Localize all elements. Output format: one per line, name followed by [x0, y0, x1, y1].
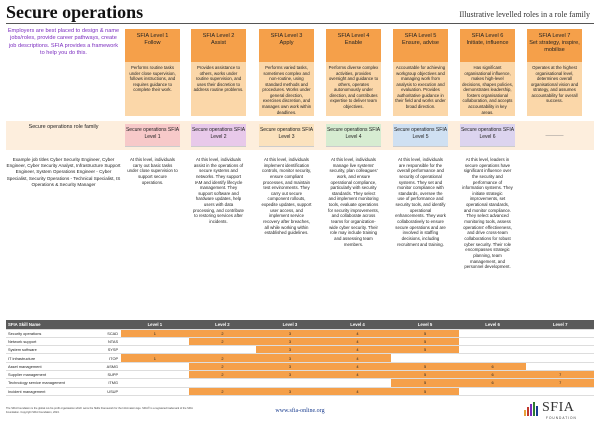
level-column-header: Level 2	[189, 320, 257, 329]
level-name: Enable	[344, 39, 363, 46]
skill-name: Network support	[6, 337, 88, 345]
level-description-3: Performs varied tasks, sometimes complex and non-routine, using standard methods and procedures. Works under general direction, exercises discretion, and manages own work within deadlines.	[259, 62, 314, 116]
skill-level-cell: 4	[324, 370, 392, 378]
skill-level-cell	[526, 346, 594, 354]
skill-level-cell: 5	[391, 346, 459, 354]
skill-level-cell: 1	[121, 329, 189, 337]
logo-word: SFIA	[542, 400, 575, 415]
skill-level-cell: 5	[391, 387, 459, 395]
skill-name: Asset management	[6, 362, 88, 370]
skill-level-cell: 2	[189, 337, 257, 345]
level-column-header: Level 4	[324, 320, 392, 329]
skill-level-cell: 3	[256, 337, 324, 345]
skill-level-cell	[121, 337, 189, 345]
skill-level-cell	[391, 354, 459, 362]
skill-level-cell	[121, 387, 189, 395]
role-box-level-4: Secure operations SFIA Level 4	[326, 124, 381, 147]
level-description-4: Performs diverse complex activities, provides oversight and guidance to others, operates autonomously under direction, and contributes expertise to deliver team objectives.	[326, 62, 381, 116]
level-header-2	[191, 29, 246, 62]
skill-level-cell: 6	[459, 370, 527, 378]
title-divider	[6, 23, 594, 24]
skill-level-cell: 3	[256, 387, 324, 395]
table-row	[6, 370, 594, 378]
level-column-header: Level 3	[256, 320, 324, 329]
logo-sub: FOUNDATION	[546, 416, 577, 420]
level-header-7	[527, 29, 582, 62]
role-box-level-2: Secure operations SFIA Level 2	[191, 124, 246, 147]
skill-level-cell	[121, 346, 189, 354]
page-title: Secure operations	[6, 2, 144, 22]
skill-level-cell	[459, 329, 527, 337]
skill-level-cell: 2	[189, 354, 257, 362]
skill-level-cell: 4	[324, 329, 392, 337]
level-description-6: Has significant organisational influence, makes high-level decisions, shapes policies, demonstrates leadership, fosters organisational collaboration, and accepts accountability in key areas.	[460, 62, 515, 116]
skill-level-cell	[121, 370, 189, 378]
skill-level-cell: 5	[391, 337, 459, 345]
role-description-level-5: At this level, individuals are responsible for the overall performance and security of operational systems. They set and monitor compliance with standards, oversee the use of performance and security tools, and identify operational enhancements. They work collaboratively to ensure secure operations and are involved in staffing decisions, including recruitment and training.	[395, 157, 446, 247]
logo-bars-icon	[524, 402, 540, 416]
skill-level-cell: 3	[256, 362, 324, 370]
skill-code: ITOP	[88, 354, 121, 362]
skill-name: Incident management	[6, 387, 88, 395]
skill-code: ASMG	[88, 362, 121, 370]
level-description-7: Operates at the highest organisational level, determines overall organisational vision and strategy, and assumes accountability for overall success.	[527, 62, 582, 116]
intro-text: Employers are best placed to design & name jobs/roles, provide career pathways, create job descriptions. SFIA provides a framework to help you do this.	[7, 28, 120, 57]
role-description-level-4: At this level, individuals manage live systems' security, plan colleagues' work, and ensure operational compliance, particularly with security standards. They select and implement monitoring tools, evaluate operations for security improvements, and collaborate across teams for organization-wide cyber security. Their role may include training and assessing team members.	[328, 157, 379, 247]
skill-level-cell	[526, 354, 594, 362]
level-label: SFIA Level 4	[337, 33, 370, 39]
skill-code: SCAD	[88, 329, 121, 337]
skill-level-cell: 5	[391, 329, 459, 337]
level-name: Ensure, advise	[401, 39, 439, 46]
role-box-level-5: Secure operations SFIA Level 5	[393, 124, 448, 147]
skill-level-cell: 4	[324, 354, 392, 362]
level-header-6	[460, 29, 515, 62]
level-description-1: Performs routine tasks under close supervision, follows instructions, and requires guidance to complete their work.	[125, 62, 180, 116]
role-description-level-6: At this level, leaders in secure operations have significant influence over the security and performance of information systems. They initiate strategic improvements, set operational standards, and monitor compliance. They select advanced monitoring tools, assess operations' effectiveness, and drive cross-team collaborations for robust cyber security. Their role encompasses strategic planning, team management, and personnel development.	[462, 157, 513, 270]
skill-level-cell: 5	[391, 379, 459, 387]
level-column-header: Level 5	[391, 320, 459, 329]
level-header-3	[259, 29, 314, 62]
role-description-level-1: At this level, individuals carry out basic tasks under close supervision to support secure operations.	[127, 157, 178, 185]
skill-level-cell	[526, 329, 594, 337]
table-row	[6, 354, 594, 362]
skill-level-cell: 6	[459, 379, 527, 387]
skill-level-cell: 4	[324, 346, 392, 354]
skill-level-cell	[189, 379, 257, 387]
role-box-level-6: Secure operations SFIA Level 6	[460, 124, 515, 147]
skills-table-header	[6, 320, 594, 329]
skill-code: NTAS	[88, 337, 121, 345]
skill-code: USUP	[88, 387, 121, 395]
level-label: SFIA Level 7	[538, 33, 571, 39]
level-name: Set strategy, inspire, mobilise	[529, 39, 580, 53]
skill-name: Supplier management	[6, 370, 88, 378]
skill-name: Technology service management	[6, 379, 88, 387]
level-name: Apply	[279, 39, 294, 46]
skill-level-cell: 2	[189, 329, 257, 337]
level-description-2: Provides assistance to others, works under routine supervision, and uses their discretion to address routine problems.	[191, 62, 246, 116]
table-row	[6, 346, 594, 354]
role-box-level-1: Secure operations SFIA Level 1	[125, 124, 180, 147]
skill-code: SYSP	[88, 346, 121, 354]
level-label: SFIA Level 1	[136, 33, 169, 39]
table-row	[6, 379, 594, 387]
skill-level-cell: 2	[189, 370, 257, 378]
role-box-level-3: Secure operations SFIA Level 3	[259, 124, 314, 147]
job-titles: Example job titles Cyber Security Engineer, Cyber Engineer, Cyber Security Analyst, Infrastructure Support Engineer, System Operations Engineer - Cyber Specialist, Security Operations - Technical Specialist, IS Operations & Security Manager	[6, 157, 121, 187]
role-description-level-3: At this level, individuals implement identification controls, monitor security, ensure compliant processes, and maintain test environments. They carry out secure component rollouts, expedite updates, support user access, and implement service recovery after breaches, all while working within established guidelines.	[261, 157, 312, 236]
skill-level-cell: 2	[189, 362, 257, 370]
skill-name: System software	[6, 346, 88, 354]
skill-level-cell: 1	[121, 354, 189, 362]
skill-level-cell	[459, 387, 527, 395]
skill-level-cell: 7	[526, 370, 594, 378]
footer-legal: The SFIA Foundation is the global not-for-profit organisation which owns the Skills Framework for the Information Age. SFIA® is a registered trademark of the SFIA Foundation. Copyright SFIA Foundation, 2024.	[6, 407, 193, 414]
skill-code: ITMG	[88, 379, 121, 387]
level-name: Initiate, influence	[466, 39, 509, 46]
skill-level-cell: 2	[189, 387, 257, 395]
level-label: SFIA Level 5	[404, 33, 437, 39]
level-column-header: Level 6	[459, 320, 527, 329]
level-header-4	[326, 29, 381, 62]
level-description-5: Accountable for achieving workgroup objectives and managing work from analysis to execution and evaluation. Provides authoritative guidance in their field and works under broad direction.	[393, 62, 448, 116]
level-label: SFIA Level 6	[471, 33, 504, 39]
skill-level-cell: 4	[324, 387, 392, 395]
skill-level-cell: 4	[324, 362, 392, 370]
skill-level-cell	[459, 337, 527, 345]
skill-level-cell: 5	[391, 370, 459, 378]
skill-level-cell	[121, 379, 189, 387]
level-label: SFIA Level 2	[202, 33, 235, 39]
footer-url-link[interactable]: www.sfia-online.org	[275, 408, 325, 414]
skill-level-cell: 7	[526, 379, 594, 387]
role-family-label: Secure operations role family	[28, 124, 99, 130]
table-row	[6, 337, 594, 345]
role-description-level-2: At this level, individuals assist in the operations of secure systems and networks. They support IAM and identify lifecycle management. They support software and hardware updates, help users with data processing, and contribute to restoring services after incidents.	[193, 157, 244, 225]
skill-level-cell	[459, 346, 527, 354]
skill-level-cell	[324, 379, 392, 387]
table-row	[6, 329, 594, 337]
level-column-header: Level 7	[526, 320, 594, 329]
level-label: SFIA Level 3	[270, 33, 303, 39]
skill-code: SUPP	[88, 370, 121, 378]
role-placeholder-dash: ———	[545, 133, 564, 139]
level-name: Follow	[144, 39, 161, 46]
level-column-header: Level 1	[121, 320, 189, 329]
skill-level-cell	[121, 362, 189, 370]
skill-level-cell: 3	[256, 370, 324, 378]
skill-level-cell	[459, 354, 527, 362]
skill-level-cell: 3	[256, 354, 324, 362]
table-row	[6, 387, 594, 395]
skills-table	[6, 320, 594, 396]
skill-name: IT infrastructure	[6, 354, 88, 362]
skill-level-cell	[256, 379, 324, 387]
skill-name-header: SFIA Skill Name	[6, 320, 121, 329]
skill-level-cell: 4	[324, 337, 392, 345]
level-header-1	[125, 29, 180, 62]
skill-level-cell	[526, 387, 594, 395]
skill-level-cell: 6	[459, 362, 527, 370]
sfia-logo	[524, 400, 590, 422]
skill-level-cell	[526, 337, 594, 345]
skill-level-cell: 3	[256, 346, 324, 354]
skill-name: Security operations	[6, 329, 88, 337]
level-name: Assist	[211, 39, 226, 46]
skill-level-cell	[526, 362, 594, 370]
skill-level-cell: 5	[391, 362, 459, 370]
skill-level-cell	[189, 346, 257, 354]
page-subtitle: Illustrative levelled roles in a role family	[459, 10, 590, 19]
table-row	[6, 362, 594, 370]
level-header-5	[393, 29, 448, 62]
skill-level-cell: 3	[256, 329, 324, 337]
